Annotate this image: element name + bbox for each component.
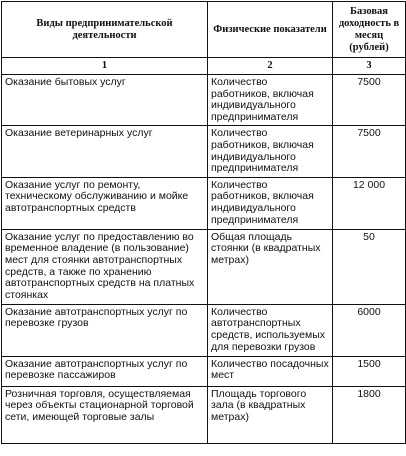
table-row [2,229,406,304]
indicator-cell: Площадь торгового зала (в квадратных метрах) [208,386,333,443]
indicator-cell: Количество автотранспортных средств, используемых для перевозки грузов [208,304,333,356]
indicator-cell: Количество работников, включая индивидуального предпринимателя [208,75,333,126]
base-income-table [1,1,406,444]
column-number-2: 2 [208,58,333,75]
table-row [2,177,406,229]
indicator-cell: Количество посадочных мест [208,356,333,386]
header-activity-type: Виды предпринимательской деятельности [2,2,208,58]
indicator-cell: Общая площадь стоянки (в квадратных метрах) [208,229,333,304]
income-value-cell: 12 000 [333,177,406,229]
activity-cell: Оказание услуг по ремонту, техническому обслуживанию и мойке автотранспортных средств [2,177,208,229]
income-value-cell: 7500 [333,126,406,177]
indicator-cell: Количество работников, включая индивидуального предпринимателя [208,177,333,229]
income-value-cell: 50 [333,229,406,304]
table-row [2,356,406,386]
activity-cell: Оказание ветеринарных услуг [2,126,208,177]
header-physical-indicators: Физические показатели [208,2,333,58]
activity-cell: Оказание услуг по предоставлению во временное владение (в пользование) мест для стоянки автотранспортных средств, а также по хранению автотранспортных средств на платных стоянках [2,229,208,304]
header-base-income: Базовая доходность в месяц (рублей) [333,2,406,58]
table-row [2,304,406,356]
table-header [2,2,406,75]
table-row [2,386,406,443]
activity-cell: Оказание автотранспортных услуг по перевозке пассажиров [2,356,208,386]
activity-cell: Розничная торговля, осуществляемая через объекты стационарной торговой сети, имеющей торговые залы [2,386,208,443]
column-number-1: 1 [2,58,208,75]
activity-cell: Оказание бытовых услуг [2,75,208,126]
indicator-cell: Количество работников, включая индивидуального предпринимателя [208,126,333,177]
income-value-cell: 7500 [333,75,406,126]
activity-cell: Оказание автотранспортных услуг по перевозке грузов [2,304,208,356]
column-number-3: 3 [333,58,406,75]
income-value-cell: 6000 [333,304,406,356]
table-row [2,75,406,126]
income-value-cell: 1500 [333,356,406,386]
income-value-cell: 1800 [333,386,406,443]
table-row [2,126,406,177]
